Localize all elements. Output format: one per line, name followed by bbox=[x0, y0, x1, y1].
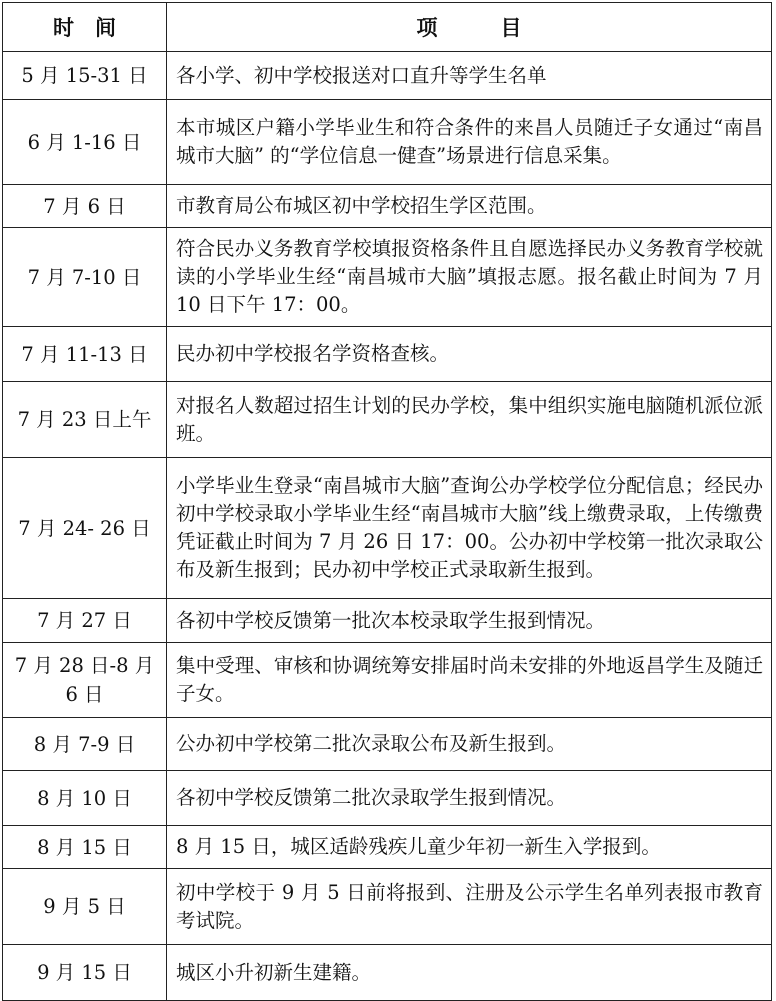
row-time: 8 月 10 日 bbox=[3, 771, 167, 826]
row-time: 7 月 11-13 日 bbox=[3, 327, 167, 382]
row-time: 9 月 15 日 bbox=[3, 945, 167, 1001]
table-row bbox=[3, 100, 772, 185]
row-item: 符合民办义务教育学校填报资格条件且自愿选择民办义务教育学校就读的小学毕业生经“南昌城市大脑”填报志愿。报名截止时间为 7 月 10 日下午 17：00。 bbox=[167, 228, 772, 327]
table-row bbox=[3, 945, 772, 1001]
table-row bbox=[3, 718, 772, 771]
header-time: 时 间 bbox=[3, 3, 167, 52]
table-row bbox=[3, 228, 772, 327]
row-time: 9 月 5 日 bbox=[3, 869, 167, 945]
row-time: 5 月 15-31 日 bbox=[3, 52, 167, 100]
row-time: 7 月 7-10 日 bbox=[3, 228, 167, 327]
row-item: 公办初中学校第二批次录取公布及新生报到。 bbox=[167, 718, 772, 771]
schedule-table bbox=[2, 2, 772, 1001]
row-time: 6 月 1-16 日 bbox=[3, 100, 167, 185]
row-time: 8 月 7-9 日 bbox=[3, 718, 167, 771]
row-item: 8 月 15 日，城区适龄残疾儿童少年初一新生入学报到。 bbox=[167, 826, 772, 869]
table-row bbox=[3, 458, 772, 599]
row-item: 各初中学校反馈第二批次录取学生报到情况。 bbox=[167, 771, 772, 826]
row-item: 民办初中学校报名学资格查核。 bbox=[167, 327, 772, 382]
table-row bbox=[3, 52, 772, 100]
row-item: 对报名人数超过招生计划的民办学校，集中组织实施电脑随机派位派班。 bbox=[167, 382, 772, 458]
table-row bbox=[3, 185, 772, 228]
table-row bbox=[3, 643, 772, 718]
table-row bbox=[3, 869, 772, 945]
row-time: 7 月 28 日-8 月 6 日 bbox=[3, 643, 167, 718]
row-time: 7 月 24- 26 日 bbox=[3, 458, 167, 599]
row-time: 7 月 6 日 bbox=[3, 185, 167, 228]
row-item: 市教育局公布城区初中学校招生学区范围。 bbox=[167, 185, 772, 228]
row-item: 小学毕业生登录“南昌城市大脑”查询公办学校学位分配信息；经民办初中学校录取小学毕业生经“南昌城市大脑”线上缴费录取，上传缴费凭证截止时间为 7 月 26 日 17：00。公办初中学校第一批次录取公布及新生报到；民办初中学校正式录取新生报到。 bbox=[167, 458, 772, 599]
row-time: 7 月 23 日上午 bbox=[3, 382, 167, 458]
table-row bbox=[3, 826, 772, 869]
header-row bbox=[3, 3, 772, 52]
table-row bbox=[3, 771, 772, 826]
header-item: 项 目 bbox=[167, 3, 772, 52]
table-row bbox=[3, 382, 772, 458]
row-item: 初中学校于 9 月 5 日前将报到、注册及公示学生名单列表报市教育考试院。 bbox=[167, 869, 772, 945]
row-item: 本市城区户籍小学毕业生和符合条件的来昌人员随迁子女通过“南昌城市大脑” 的“学位信息一健查”场景进行信息采集。 bbox=[167, 100, 772, 185]
row-item: 集中受理、审核和协调统筹安排届时尚未安排的外地返昌学生及随迁子女。 bbox=[167, 643, 772, 718]
row-time: 7 月 27 日 bbox=[3, 599, 167, 643]
row-item: 城区小升初新生建籍。 bbox=[167, 945, 772, 1001]
row-item: 各小学、初中学校报送对口直升等学生名单 bbox=[167, 52, 772, 100]
row-item: 各初中学校反馈第一批次本校录取学生报到情况。 bbox=[167, 599, 772, 643]
table-row bbox=[3, 599, 772, 643]
row-time: 8 月 15 日 bbox=[3, 826, 167, 869]
table-row bbox=[3, 327, 772, 382]
